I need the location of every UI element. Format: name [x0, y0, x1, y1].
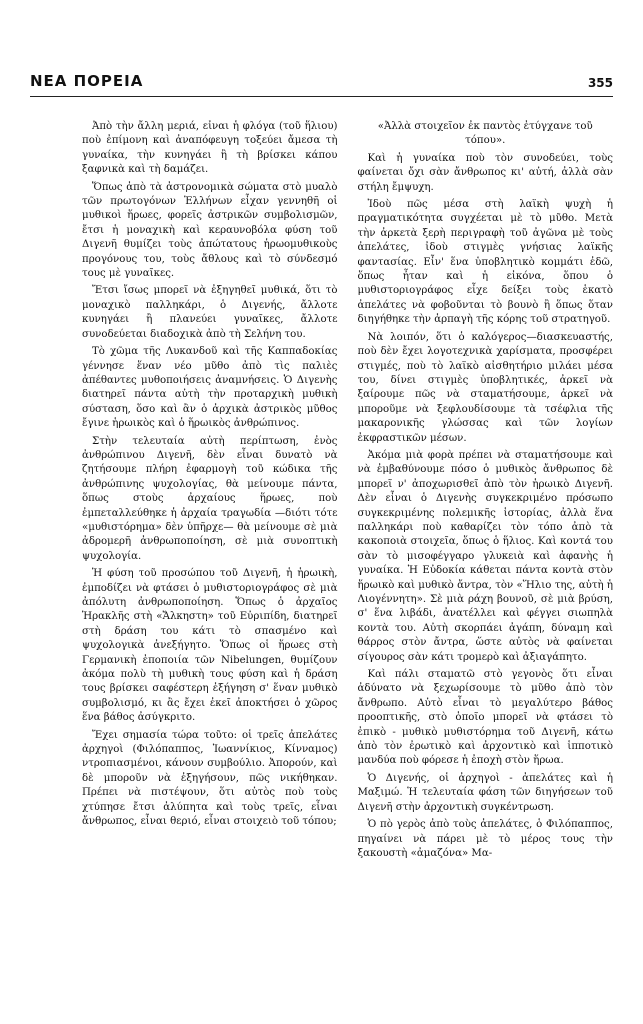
paragraph: Ἔχει σημασία τώρα τοῦτο: οἱ τρεῖς ἀπελάτες ἀρχηγοὶ (Φιλόπαππος, Ἰωαννίκιος, Κίνναμος) ντροπιασμένοι, κάνουν συμβούλιο. Ἀπορούν, καὶ δὲ μποροῦν νὰ ἐξηγήσουν, πῶς νικήθηκαν. Πρέπει νὰ πιστέψουν, ὅτι αὐτὸς ποὺ τοὺς χτύπησε ἔτσι ἀλύπητα καὶ τοὺς τρεῖς, εἶναι ἄνθρωπος, εἶναι θεριό, εἶναι στοιχειὸ τοῦ τόπου;: [82, 729, 338, 828]
quotation: «Ἀλλὰ στοιχεῖον ἐκ παντὸς ἐτύγχανε τοῦ τόπου».: [377, 121, 593, 147]
text-columns: [82, 120, 613, 1004]
left-column: [82, 120, 338, 1004]
paragraph: Νὰ λοιπόν, ὅτι ὁ καλόγερος—διασκευαστής, ποὺ δὲν ἔχει λογοτεχνικὰ χαρίσματα, προσφέρει στιγμές, ποὺ τὸ λαϊκὸ αἰσθητήριο μιλάει μέσα του, δίνει στιγμὲς ὑποβλητικές, ἀρκεῖ νὰ ξαίρουμε πῶς νὰ σταματήσουμε, ἀρκεῖ νὰ μποροῦμε νὰ ξεφλουδίσουμε τὰ τσέφλια τῆς μακαρονικῆς γλώσσας καὶ τῶν λογίων ἐκφραστικῶν μέσων.: [357, 331, 613, 444]
paragraph: Ἡ φύση τοῦ προσώπου τοῦ Διγενῆ, ἡ ἡρωικὴ, ἐμποδίζει νὰ φτάσει ὁ μυθιστοριογράφος σὲ μιὰ ἀπόλυτη ἀνθρωποποίηση. Ὅπως ὁ ἀρχαῖος Ἡρακλῆς στὴ «Ἄλκηστη» τοῦ Εὐριπίδη, διατηρεῖ στὴ δράση του κάτι τὸ σπασμένο καὶ ψυχολογικὰ ἀνεξήγητο. Ὅπως οἱ ἥρωες στὴ Γερμανικὴ ἐποποιία τῶν Nibelungen, θυμίζουν ἀκόμα πολὺ τὴ μυθικὴ τους φύση καὶ ἡ δράση τους βρίσκει σαφέστερη ἐξήγηση σ' ἕναν μυθικὸ συμβολισμό, κι ἂς ἔχει ἐκεῖ ἀποκτήσει ὁ χῶρος ἕνα βάθος ἀσύγκριτο.: [82, 568, 338, 724]
paragraph: Ἰδοὺ πῶς μέσα στὴ λαϊκὴ ψυχὴ ἡ πραγματικότητα συγχέεται μὲ τὸ μῦθο. Μετὰ τὴν ἀρκετὰ ξερὴ περιγραφὴ τοῦ ἀγῶνα μὲ τοὺς ἀπελάτες, ἰδοὺ στιγμὲς γνήσιας λαϊκῆς φαντασίας. Εἶν' ἕνα ὑποβλητικὸ κομμάτι ἐδῶ, ὅπως ἦταν καὶ ἡ εἰκόνα, ὅπου ὁ μυθιστοριογράφος εἶχε δείξει τοὺς ἑκατὸ ἀπελάτες νὰ φοβοῦνται τὸ βουνὸ ἢ ὅπως ὅταν διηγήθηκε τὴν ἁρπαγὴ τῆς κόρης τοῦ στρατηγοῦ.: [357, 199, 613, 326]
paragraph: Στὴν τελευταία αὐτὴ περίπτωση, ἐνὸς ἀνθρώπινου Διγενῆ, δὲν εἶναι δυνατὸ νὰ ζητήσουμε πλήρη ἐφαρμογὴ τοῦ κώδικα τῆς ἀνθρώπινης ψυχολογίας, θὰ μείνουμε πάντα, ὅπως στοὺς ἀρχαίους ἥρωες, ποὺ ἐμπεταλλεύθηκε ἡ ἀρχαία τραγωδία —διότι τότε «μυθιστόρημα» δὲν ὑπῆρχε— θὰ μείνουμε σὲ μιὰ ἀδρομερῆ ἀνθρωποποίηση, σὲ μιὰ συνοπτικὴ ψυχολογία.: [82, 435, 338, 562]
paragraph: Ὁ πὸ γερὸς ἀπὸ τοὺς ἀπελάτες, ὁ Φιλόπαππος, πηγαίνει νὰ πάρει μὲ τὸ μέρος τους τὴν ξακουστὴ «ἀμαζόνα» Μα-: [357, 819, 613, 859]
paragraph: Καὶ πάλι σταματῶ στὸ γεγονὸς ὅτι εἶναι ἀδύνατο νὰ ξεχωρίσουμε τὸ μῦθο ἀπὸ τὸν ἄνθρωπο. Αὐτὸ εἶναι τὸ μεγαλύτερο βάθος προοπτικῆς, στὸ ὁποῖο μπορεῖ νὰ φτάσει τὸ ἐπικὸ - μυθικὸ μυθιστόρημα τοῦ Διγενῆ, κάτω ἀπὸ τὸν ἐρωτικὸ καὶ ἀρχοντικὸ καὶ ἱπποτικὸ μανδύα ποὺ φόρεσε ἡ ἐποχὴ στὸν ἥρωα.: [357, 669, 613, 767]
paragraph: Τὸ χῶμα τῆς Λυκανδοῦ καὶ τῆς Καππαδοκίας γέννησε ἕναν νέο μῦθο ἀπὸ τὶς παλιὲς ἀπέθαντες μυθοποιήσεις ἀναμνήσεις. Ὁ Διγενὴς διατηρεῖ πάντα αὐτὴ τὴν προταρχικὴ μυθικὴ σύσταση, ὅσο καὶ ἂν ὁ ἀρχικὰ ἀστρικὸς μῦθος ἔγινε ἡρωικὸς καὶ ὁ ἥρωικὸς ἀνθρώπινος.: [82, 346, 338, 430]
page-number: 355: [587, 76, 613, 90]
right-column: [358, 120, 614, 1004]
running-header: [30, 60, 613, 97]
section-heading-paragraph: Ὁ Διγενής, οἱ ἀρχηγοὶ - ἀπελάτες καὶ ἡ Μαξιμώ. Ἡ τελευταία φάση τῶν διηγήσεων τοῦ Διγενῆ στὴν ἀρχοντικὴ συγκέντρωση.: [357, 772, 613, 813]
paragraph: Ἀπὸ τὴν ἄλλη μεριά, εἶναι ἡ φλόγα (τοῦ ἥλιου) ποὺ ἐπίμονη καὶ ἀναπόφευγη τοξεύει ἄμεσα τὴ γυναίκα, τὴν κυνηγάει ἢ τὴ βρίσκει κάπου ξαφνικὰ καὶ τὴ δαμάζει.: [82, 121, 338, 176]
paragraph: Ὅπως ἀπὸ τὰ ἀστρονομικὰ σώματα στὸ μυαλὸ τῶν πρωτογόνων Ἑλλήνων εἶχαν γεννηθῆ οἱ μυθικοὶ ἥρωες, φορεῖς ἀστρικῶν συμβολισμῶν, ἔτσι ἡ μοναχικὴ καὶ κεραυνοβόλα φύση τοῦ Διγενῆ θυμίζει τοὺς ἀπώτατους ἡρωομυθικοὺς προγόνους του, τοὺς ἄθλους καὶ τὸ σύνδεσμό τους μὲ γυναῖκες.: [82, 181, 338, 280]
paragraph: Ἀκόμα μιὰ φορὰ πρέπει νὰ σταματήσουμε καὶ νὰ ἐμβαθύνουμε πόσο ὁ μυθικὸς ἄνθρωπος δὲ μπορεῖ ν' ἀποχωρισθεῖ ἀπὸ τὸν ἡρωικὸ Διγενῆ. Δὲν εἶναι ὁ Διγενὴς συγκεκριμένο πρόσωπο συγκεκριμένης πολεμικῆς ἱστορίας, ἀλλὰ ἕνα παλληκάρι ποὺ καθαρίζει τὸν τόπο ἀπὸ τὰ κακοποιὰ στοιχεῖα, ὅπως ὁ ἥλιος. Καὶ κοντά του σὰν τὸ μισοφέγγαρο γλυκειὰ καὶ ἀφανὴς ἡ γυναίκα. Ἡ Εὐδοκία κάθεται πάντα κοντὰ στὸν ἥρωικὸ καὶ μυθικὸ ἄντρα, τὸν «Ἥλιο της, αὐτὴ ἡ Λιογέννητη». Σὲ μιὰ ράχη βουνοῦ, σὲ μιὰ βρύση, σ' ἕνα λιβάδι, ἀνατέλλει καὶ φέγγει σιωπηλὰ κοντὰ του. Αὐτὴ σκορπάει ἀγάπη, δύναμη καὶ θάρρος στὸν ἄντρα, ὥστε αὐτὸς νὰ φαίνεται σίγουρος σὰν κάτι τρομερὸ καὶ ἀξιαγάπητο.: [357, 449, 613, 663]
running-title: ΝΕΑ ΠΟΡΕΙΑ: [30, 72, 144, 90]
paragraph: Καὶ ἡ γυναίκα ποὺ τὸν συνοδεύει, τοὺς φαίνεται ὄχι σὰν ἄνθρωπος κι' αὐτή, ἀλλὰ σὰν στήλη ἔμψυχη.: [357, 152, 613, 193]
paragraph: Ἔτσι ἴσως μπορεῖ νὰ ἐξηγηθεῖ μυθικά, ὅτι τὸ μοναχικὸ παλληκάρι, ὁ Διγενής, ἄλλοτε κυνηγάει ἢ πλανεύει γυναῖκες, ἄλλοτε συνοδεύεται διαδοχικὰ ἀπὸ τὴ Σελήνη του.: [82, 285, 338, 340]
